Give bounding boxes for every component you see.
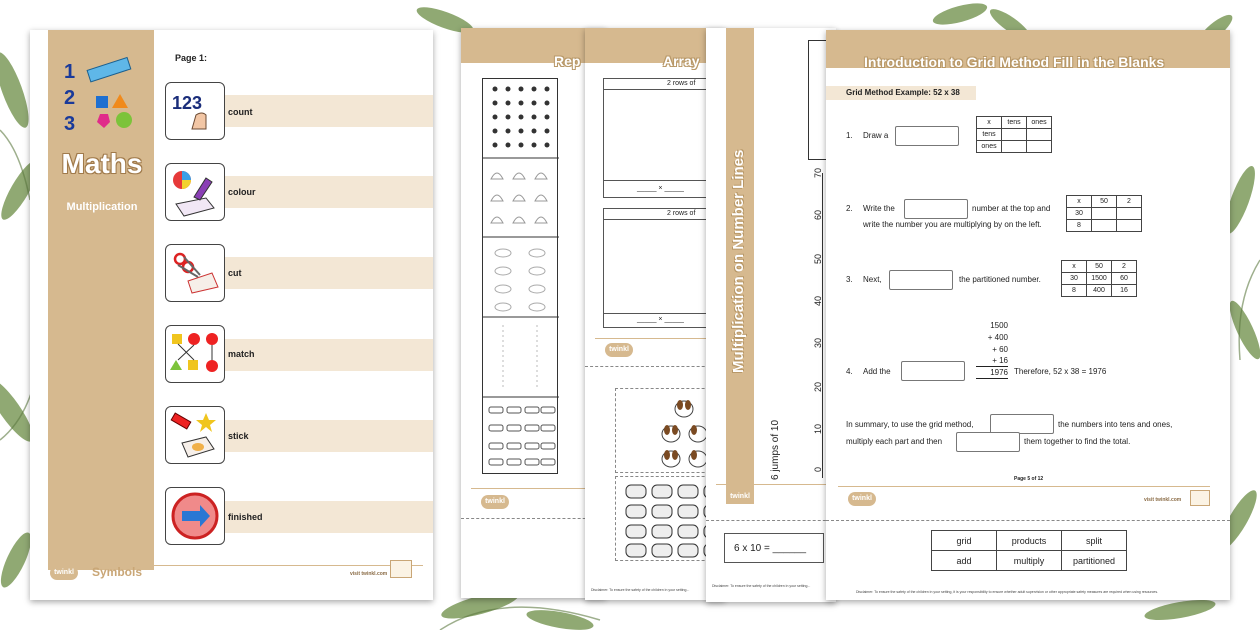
step-text: Next, <box>863 275 882 284</box>
symbol-label-match: match <box>228 349 255 359</box>
quality-badge-icon <box>1190 490 1210 506</box>
symbol-card <box>165 487 225 545</box>
step-text: write the number you are multiplying by on the left. <box>863 220 1042 229</box>
axis-tick: 10 <box>813 423 823 434</box>
colour-icon <box>166 164 224 220</box>
quality-badge-icon <box>390 560 412 578</box>
blank-answer-box[interactable] <box>901 361 965 381</box>
step-text: Add the <box>863 367 891 376</box>
twinkl-logo: twinkl <box>50 566 78 580</box>
twinkl-logo: twinkl <box>848 492 876 506</box>
disclaimer: Disclaimer: To ensure the safety of the children in your setting... <box>591 588 690 592</box>
blank-answer-box[interactable] <box>956 432 1020 452</box>
svg-text:1: 1 <box>64 61 76 83</box>
grid-table-step2: x 50 2 30 8 <box>1066 195 1142 232</box>
match-shapes-icon <box>166 326 224 382</box>
symbol-label-colour: colour <box>228 187 256 197</box>
sheet-title: Introduction to Grid Method Fill in the Blanks <box>864 54 1165 70</box>
step-number: 3. <box>846 275 853 284</box>
symbol-label-finished: finished <box>228 512 263 522</box>
summary-text: the numbers into tens and ones, <box>1058 420 1173 429</box>
maths-shapes-icon <box>60 56 142 136</box>
symbol-card <box>165 325 225 383</box>
blank-answer-box[interactable] <box>895 126 959 146</box>
blank-answer-box[interactable] <box>889 270 953 290</box>
axis-tick: 0 <box>813 466 823 472</box>
finished-arrow-icon <box>166 488 224 544</box>
twinkl-logo: twinkl <box>605 343 633 357</box>
symbol-card <box>165 406 225 464</box>
sheet-title: Rep <box>554 53 581 69</box>
grid-method-sheet <box>826 30 1230 600</box>
sum-total: 1976 <box>990 368 1008 377</box>
footer-divider <box>595 338 720 339</box>
step-text: Draw a <box>863 131 889 140</box>
footer-divider <box>838 486 1210 487</box>
symbol-card <box>165 82 225 140</box>
therefore-text: Therefore, 52 x 38 = 1976 <box>1014 367 1107 376</box>
footer-divider <box>471 488 596 489</box>
sheet-header-band <box>585 28 725 63</box>
symbol-label-cut: cut <box>228 268 242 278</box>
page-label: Page 1: <box>175 53 208 63</box>
site-link: visit twinkl.com <box>1144 497 1182 503</box>
blank-answer-box[interactable] <box>904 199 968 219</box>
sum-line: + 16 <box>992 356 1008 365</box>
symbol-label-count: count <box>228 107 253 117</box>
sheet-title: Array <box>663 53 700 69</box>
page-number: Page 5 of 12 <box>1014 476 1044 482</box>
cut-line <box>706 520 836 521</box>
answer-line: _____ × _____ <box>637 316 684 323</box>
axis-tick: 70 <box>813 167 823 178</box>
blank-answer-box[interactable] <box>990 414 1054 434</box>
answer-line: _____ × _____ <box>637 185 684 192</box>
picture-grid <box>482 78 558 474</box>
twinkl-logo: twinkl <box>726 490 754 504</box>
symbols-logo: Symbols <box>92 565 143 579</box>
sum-line: + 60 <box>992 345 1008 354</box>
topic-label: Multiplication <box>66 201 138 213</box>
picture-groups-icon <box>483 79 559 475</box>
summary-text: them together to find the total. <box>1024 437 1131 446</box>
subject-title: Maths <box>61 148 143 179</box>
summary-text: In summary, to use the grid method, <box>846 420 974 429</box>
number-lines-sheet <box>706 28 836 602</box>
grid-table-step1: x tens ones tens ones <box>976 116 1052 153</box>
site-link: visit twinkl.com <box>350 571 388 577</box>
step-number: 1. <box>846 131 853 140</box>
example-label: Grid Method Example: 52 x 38 <box>846 88 960 97</box>
sheet-title: Multiplication on Number Lines <box>730 149 747 373</box>
glue-stick-icon <box>166 407 224 463</box>
symbols-sheet <box>30 30 433 600</box>
symbol-label-stick: stick <box>228 431 249 441</box>
axis-tick: 60 <box>813 209 823 220</box>
summary-text: multiply each part and then <box>846 437 943 446</box>
arrays-sheet <box>585 28 725 600</box>
array-row-label: 2 rows of <box>667 210 696 217</box>
axis-tick: 20 <box>813 381 823 392</box>
equation-text: 6 x 10 = ______ <box>734 543 807 554</box>
svg-text:123: 123 <box>172 93 203 113</box>
disclaimer: Disclaimer: To ensure the safety of the children in your setting, it is your responsibility to ensure whether adult supervision or other appropriate safety measures are required when using resources. <box>856 590 1159 594</box>
sum-rule <box>976 366 1008 367</box>
disclaimer: Disclaimer: To ensure the safety of the children in your setting... <box>712 584 811 588</box>
step-text: the partitioned number. <box>959 275 1041 284</box>
jumps-label: 6 jumps of 10 <box>770 419 781 480</box>
step-text: Write the <box>863 204 895 213</box>
sum-line: 1500 <box>990 321 1008 330</box>
step-text: number at the top and <box>972 204 1051 213</box>
grid-table-step3: x 50 2 30 1500 60 8 400 16 <box>1061 260 1137 297</box>
step-number: 4. <box>846 367 853 376</box>
word-bank-table: grid products split add multiply partitioned <box>931 530 1127 571</box>
sum-line: + 400 <box>987 333 1008 342</box>
cut-line <box>585 366 725 367</box>
cut-line <box>826 520 1230 521</box>
axis-tick: 40 <box>813 295 823 306</box>
symbol-card <box>165 244 225 302</box>
twinkl-logo: twinkl <box>481 495 509 509</box>
symbol-card <box>165 163 225 221</box>
sum-rule <box>976 378 1008 379</box>
axis-tick: 30 <box>813 337 823 348</box>
step-number: 2. <box>846 204 853 213</box>
scissors-icon <box>166 245 224 301</box>
count-123-icon <box>166 83 224 139</box>
footer-divider <box>716 484 831 485</box>
axis-tick: 50 <box>813 253 823 264</box>
array-row-label: 2 rows of <box>667 80 696 87</box>
svg-text:3: 3 <box>64 113 76 135</box>
svg-text:2: 2 <box>64 87 76 109</box>
